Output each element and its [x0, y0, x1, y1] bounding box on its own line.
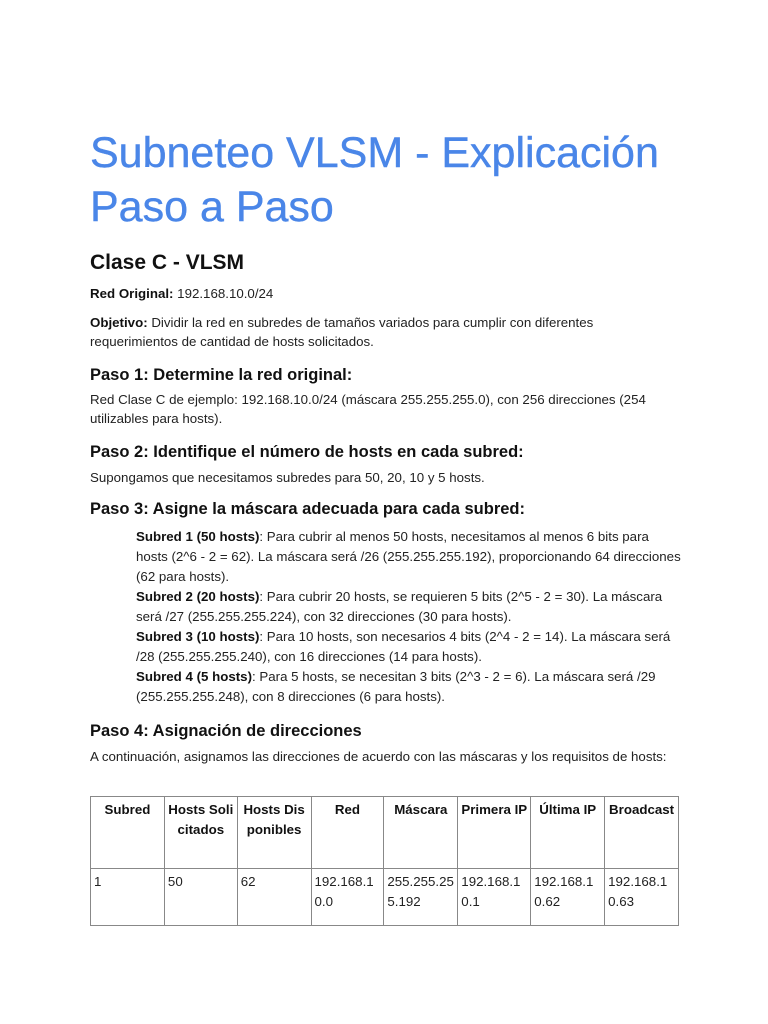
subnet-label: Subred 3 (10 hosts): [136, 629, 260, 644]
table-cell: 255.255.255.192: [384, 869, 458, 926]
paso4-text: A continuación, asignamos las direcciones de acuerdo con las máscaras y los requisitos de hosts:: [90, 749, 667, 764]
table-header-cell: Primera IP: [458, 797, 531, 869]
paso4-heading: Paso 4: Asignación de direcciones: [90, 722, 362, 740]
list-item: [136, 527, 681, 587]
objetivo-label: Objetivo:: [90, 315, 148, 330]
red-original-label: Red Original:: [90, 286, 174, 301]
objetivo-value: Dividir la red en subredes de tamaños variados para cumplir con diferentes requerimientos de cantidad de hosts solicitados.: [90, 315, 594, 349]
paso2-heading: Paso 2: Identifique el número de hosts en cada subred:: [90, 443, 524, 461]
paso1-heading: Paso 1: Determine la red original:: [90, 366, 353, 384]
list-item: [136, 627, 681, 667]
table-cell: 62: [237, 869, 311, 926]
red-original-paragraph: [90, 284, 680, 303]
table-cell: 192.168.10.63: [605, 869, 679, 926]
subnet-text: : Para cubrir al menos 50 hosts, necesitamos al menos 6 bits para hosts (2^6 - 2 = 62). La máscara será /26 (255.255.255.192), proporcionando 64 direcciones (62 para hosts).: [136, 529, 681, 584]
subnet-label: Subred 1 (50 hosts): [136, 529, 260, 544]
table-header-cell: Red: [311, 797, 384, 869]
subnet-label: Subred 2 (20 hosts): [136, 589, 260, 604]
subnet-text: : Para 5 hosts, se necesitan 3 bits (2^3 - 2 = 6). La máscara será /29 (255.255.255.248), con 8 direcciones (6 para hosts).: [136, 669, 656, 704]
table-header-row: [91, 797, 679, 869]
table-header-cell: Broadcast: [605, 797, 679, 869]
address-table: [90, 796, 679, 926]
table-cell: 1: [91, 869, 165, 926]
table-header-cell: Máscara: [384, 797, 458, 869]
page-title: Subneteo VLSM - Explicación Paso a Paso: [90, 129, 659, 231]
table-header-cell: Hosts Disponibles: [237, 797, 311, 869]
table-row: [91, 869, 679, 926]
table-header-cell: Última IP: [531, 797, 605, 869]
objetivo-paragraph: [90, 313, 680, 351]
paso1-text: Red Clase C de ejemplo: 192.168.10.0/24 (máscara 255.255.255.0), con 256 direcciones (254 utilizables para hosts).: [90, 392, 646, 426]
table-cell: 192.168.10.0: [311, 869, 384, 926]
paso2-text: Supongamos que necesitamos subredes para 50, 20, 10 y 5 hosts.: [90, 470, 485, 485]
list-item: [136, 587, 681, 627]
subnet-list: [136, 527, 681, 707]
table-cell: 192.168.10.62: [531, 869, 605, 926]
table-cell: 50: [164, 869, 237, 926]
table-cell: 192.168.10.1: [458, 869, 531, 926]
table-header-cell: Hosts Solicitados: [164, 797, 237, 869]
section-heading: Clase C - VLSM: [90, 251, 245, 274]
subnet-text: : Para cubrir 20 hosts, se requieren 5 bits (2^5 - 2 = 30). La máscara será /27 (255.255.255.224), con 32 direcciones (30 para hosts).: [136, 589, 663, 624]
list-item: [136, 667, 681, 707]
paso3-heading: Paso 3: Asigne la máscara adecuada para cada subred:: [90, 500, 526, 518]
subnet-text: : Para 10 hosts, son necesarios 4 bits (2^4 - 2 = 14). La máscara será /28 (255.255.255.240), con 16 direcciones (14 para hosts).: [136, 629, 671, 664]
red-original-value: 192.168.10.0/24: [173, 286, 274, 301]
subnet-label: Subred 4 (5 hosts): [136, 669, 252, 684]
table-header-cell: Subred: [91, 797, 165, 869]
